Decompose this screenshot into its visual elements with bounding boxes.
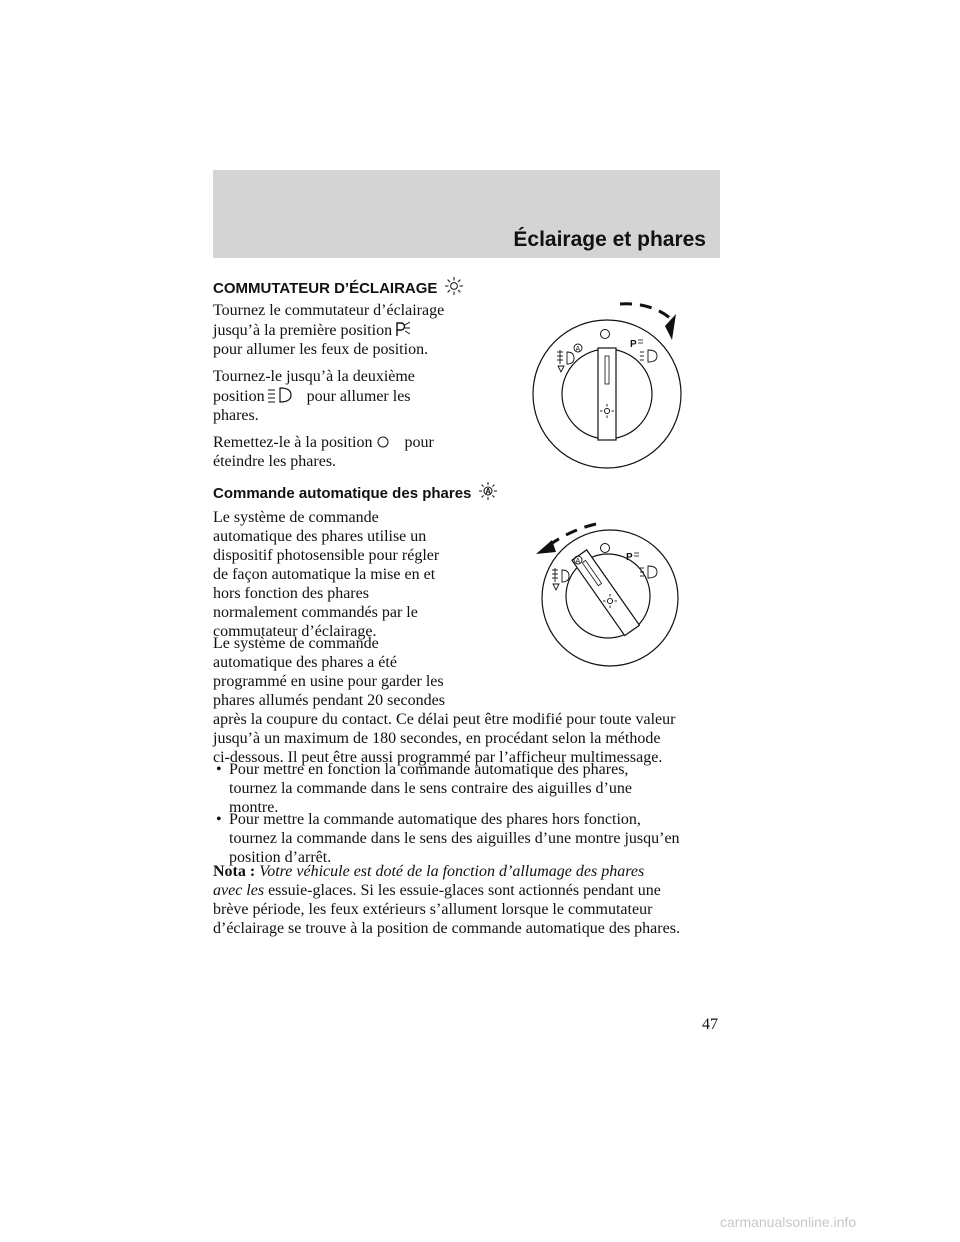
nota-label: Nota : — [213, 863, 256, 880]
text-span: Remettez-le à la position — [213, 434, 373, 451]
text-line: commutateur d’éclairage. — [213, 623, 377, 640]
text-line: de façon automatique la mise en et — [213, 566, 436, 583]
off-circle-icon — [601, 544, 610, 553]
parking-lamp-icon — [394, 320, 412, 338]
off-circle-icon — [601, 330, 610, 339]
text-line: après la coupure du contact. Ce délai peut être modifié pour toute valeur — [213, 711, 676, 728]
text-line: Le système de commande — [213, 509, 379, 526]
text-line: brève période, les feux extérieurs s’allument lorsque le commutateur — [213, 901, 653, 918]
text-span: essuie-glaces. Si les essuie-glaces sont actionnés pendant une — [268, 882, 661, 899]
headlamp-beam-icon — [640, 566, 657, 578]
text-line: Pour mettre la commande automatique des phares hors fonction, — [229, 811, 641, 828]
text-span: pour — [404, 434, 434, 451]
text-line: ci-dessous. Il peut être aussi programmé par l’afficheur multimessage. — [213, 749, 663, 766]
headlamp-on-icon — [444, 276, 464, 296]
bullet-item-auto-off — [213, 810, 680, 867]
text-line — [213, 433, 444, 452]
autolamp-icon — [574, 344, 582, 353]
text-line: normalement commandés par le — [213, 604, 418, 621]
section-heading-light-switch — [213, 276, 466, 298]
text-span: pour allumer les — [306, 388, 411, 405]
rotation-arrow-icon — [620, 304, 670, 318]
text-line: automatique des phares utilise un — [213, 528, 427, 545]
text-line — [213, 862, 680, 881]
text-line: automatique des phares a été — [213, 654, 397, 671]
autolamp-icon — [478, 481, 498, 501]
text-line — [213, 386, 444, 406]
light-switch-diagram-auto — [530, 518, 720, 668]
text-line: Tournez-le jusqu’à la deuxième — [213, 368, 415, 385]
heading-text: COMMUTATEUR D’ÉCLAIRAGE — [213, 280, 438, 297]
text-line: Tournez le commutateur d’éclairage — [213, 302, 445, 319]
text-span: position — [213, 388, 265, 405]
text-line — [213, 320, 444, 340]
text-line: jusqu’à un maximum de 180 secondes, en procédant selon la méthode — [213, 730, 661, 747]
rotation-arrow-icon — [548, 524, 596, 546]
text-line: éteindre les phares. — [213, 453, 337, 470]
off-circle-icon — [375, 434, 391, 450]
bullet-symbol: • — [216, 811, 222, 828]
section1-text — [213, 301, 444, 471]
page-title: Éclairage et phares — [513, 228, 706, 251]
auto-letter: A — [575, 346, 581, 353]
text-line: pour allumer les feux de position. — [213, 341, 429, 358]
nota-italic: Votre véhicule est doté de la fonction d’allumage des phares — [259, 863, 645, 880]
text-line: position d’arrêt. — [229, 849, 332, 866]
arrow-head — [665, 314, 676, 340]
parking-lamp-icon — [630, 339, 643, 350]
light-switch-diagram-off — [530, 290, 720, 476]
auto-letter: A — [575, 558, 581, 565]
text-line: hors fonction des phares — [213, 585, 369, 602]
text-line: tournez la commande dans le sens des aiguilles d’une montre jusqu’en — [229, 830, 680, 847]
text-line: Le système de commande — [213, 635, 379, 652]
watermark: carmanualsonline.info — [720, 1214, 857, 1230]
parking-letter: P — [626, 552, 633, 563]
heading-text: Commande automatique des phares — [213, 485, 472, 502]
text-line: montre. — [229, 799, 279, 816]
bullet-item-auto-on — [213, 760, 632, 817]
text-line: programmé en usine pour garder les — [213, 673, 444, 690]
text-line: d’éclairage se trouve à la position de commande automatique des phares. — [213, 920, 680, 937]
parking-lamp-icon — [626, 552, 639, 563]
text-line — [213, 881, 680, 900]
text-line: dispositif photosensible pour régler — [213, 547, 440, 564]
text-line: Pour mettre en fonction la commande automatique des phares, — [229, 761, 629, 778]
parking-letter: P — [630, 339, 637, 350]
section2-paragraph-1 — [213, 508, 439, 641]
text-span: jusqu’à la première position — [213, 322, 393, 339]
headlamp-beam-icon — [640, 350, 657, 362]
page-number: 47 — [702, 1016, 718, 1033]
bullet-symbol: • — [216, 761, 222, 778]
section-heading-autolamp — [213, 481, 500, 503]
headlamp-beam-icon — [267, 386, 293, 404]
nota-italic: avec les — [213, 882, 265, 899]
nota-paragraph — [213, 862, 680, 938]
auto-letter: A — [484, 487, 491, 496]
text-line: phares. — [213, 407, 259, 424]
text-line: tournez la commande dans le sens contraire des aiguilles d’une — [229, 780, 632, 797]
text-line: phares allumés pendant 20 secondes — [213, 692, 445, 709]
fog-lamp-icon — [557, 350, 574, 372]
header-band — [213, 170, 720, 258]
handle-indicator — [605, 356, 609, 384]
